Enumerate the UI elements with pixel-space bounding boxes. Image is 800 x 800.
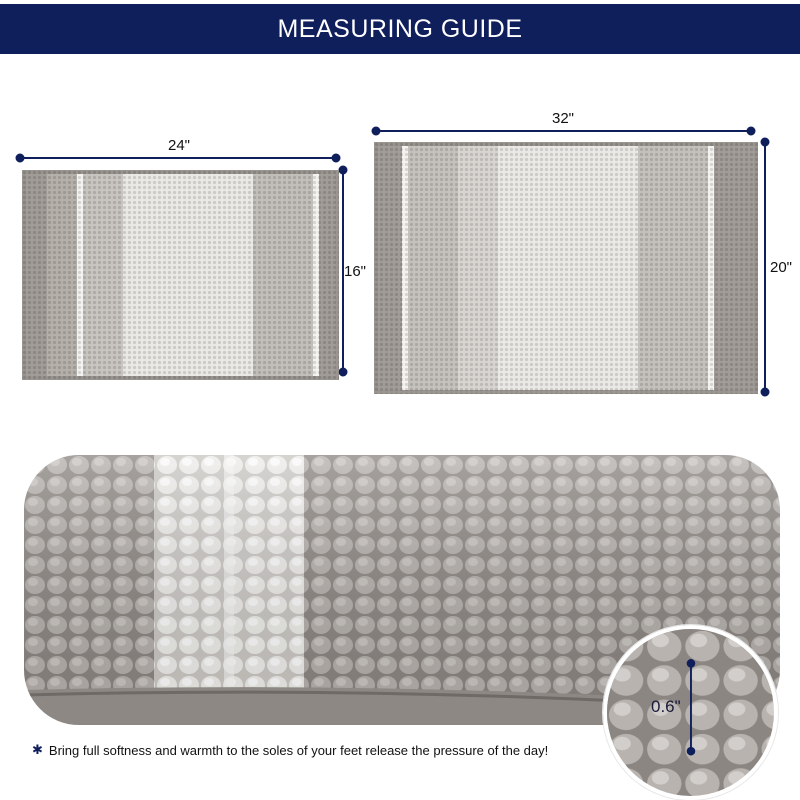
large-bath-mat xyxy=(374,142,758,394)
tagline-text: Bring full softness and warmth to the soles of your feet release the pressure of the day! xyxy=(48,742,549,758)
large-mat-height-label: 20" xyxy=(770,259,793,276)
small-mat-width-label: 24" xyxy=(168,137,191,154)
pile-height-label: 0.6" xyxy=(651,697,681,716)
header-banner xyxy=(0,4,800,54)
small-mat-height-label: 16" xyxy=(344,263,367,280)
small-bath-mat xyxy=(22,170,339,380)
feature-tagline xyxy=(32,742,612,758)
pile-height-inset xyxy=(603,625,778,800)
large-mat-width-label: 32" xyxy=(552,110,575,127)
page-title: MEASURING GUIDE xyxy=(277,14,523,43)
asterisk-icon: ✱ xyxy=(32,742,43,757)
